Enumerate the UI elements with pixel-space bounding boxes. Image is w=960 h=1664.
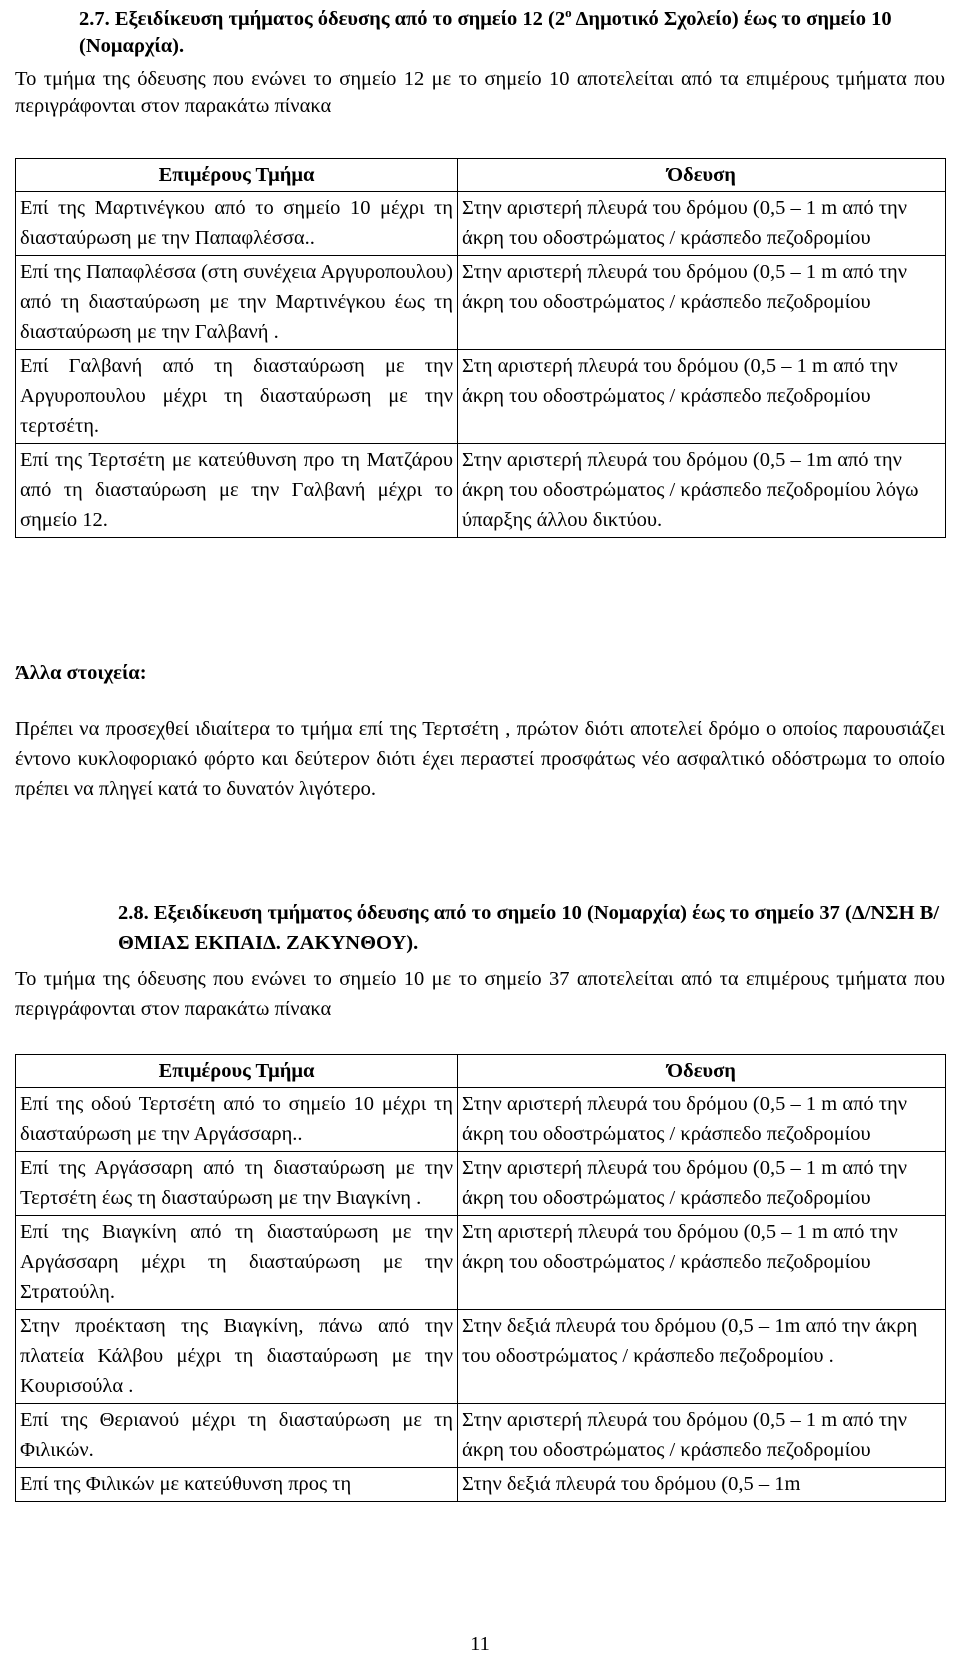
heading-superscript: ο [565,5,572,21]
route-cell: Στη αριστερή πλευρά του δρόμου (0,5 – 1 m από την άκρη του οδοστρώματος / κράσπεδο πεζοδρομίου [458,1216,946,1310]
route-cell: Στην αριστερή πλευρά του δρόμου (0,5 – 1 m από την άκρη του οδοστρώματος / κράσπεδο πεζοδρομίου [458,1152,946,1216]
table-row [16,350,946,444]
page-number: 11 [470,1633,490,1655]
section-intro-2-8: Το τμήμα της όδευσης που ενώνει το σημείο 10 με το σημείο 37 αποτελείται από τα επιμέρους τμήματα που περιγράφονται στον παρακάτω πίνακα [15,968,945,1020]
table-row [16,1404,946,1468]
section-heading-2-8: 2.8. Εξειδίκευση τμήματος όδευσης από το σημείο 10 (Νομαρχία) έως το σημείο 37 (Δ/ΝΣΗ Β/ΘΜΙΑΣ ΕΚΠΑΙΔ. ΖΑΚΥΝΘΟΥ). [118,902,940,954]
col-header-route: Όδευση [458,159,946,192]
segment-cell: Επί της Αργάσσαρη από τη διασταύρωση με την Τερτσέτη έως τη διασταύρωση με την Βιαγκίνη . [16,1152,458,1216]
table-row [16,1216,946,1310]
other-info-title: Άλλα στοιχεία: [15,662,147,684]
segment-cell: Επί της Θεριανού μέχρι τη διασταύρωση με τη Φιλικών. [16,1404,458,1468]
segment-cell: Επί Γαλβανή από τη διασταύρωση με την Αργυροπουλου μέχρι τη διασταύρωση με την τερτσέτη. [16,350,458,444]
heading-text-b: Δημοτικό Σχολείο) έως το σημείο 10 (Νομαρχία). [79,8,892,57]
col-header-segment: Επιμέρους Τμήμα [16,159,458,192]
segment-cell: Επί της Τερτσέτη με κατεύθυνση προ τη Ματζάρου από τη διασταύρωση με την Γαλβανή μέχρι το σημείο 12. [16,444,458,538]
table-row [16,444,946,538]
section-intro-2-7: Το τμήμα της όδευσης που ενώνει το σημείο 12 με το σημείο 10 αποτελείται από τα επιμέρους τμήματα που περιγράφονται στον παρακάτω πίνακα [15,68,945,117]
table-header-row [16,1055,946,1088]
route-cell: Στην αριστερή πλευρά του δρόμου (0,5 – 1m από την άκρη του οδοστρώματος / κράσπεδο πεζοδρομίου λόγω ύπαρξης άλλου δικτύου. [458,444,946,538]
segment-cell: Στην προέκταση της Βιαγκίνη, πάνω από την πλατεία Κάλβου μέχρι τη διασταύρωση με την Κουρισούλα . [16,1310,458,1404]
route-cell: Στην δεξιά πλευρά του δρόμου (0,5 – 1m από την άκρη του οδοστρώματος / κράσπεδο πεζοδρομίου . [458,1310,946,1404]
table-row [16,1088,946,1152]
table-row [16,1310,946,1404]
table-header-row [16,159,946,192]
col-header-route: Όδευση [458,1055,946,1088]
segment-cell: Επί της Παπαφλέσσα (στη συνέχεια Αργυροπουλου) από τη διασταύρωση με την Μαρτινέγκου έως τη διασταύρωση με την Γαλβανή . [16,256,458,350]
col-header-segment: Επιμέρους Τμήμα [16,1055,458,1088]
heading-text-a: 2.7. Εξειδίκευση τμήματος όδευσης από το σημείο 12 (2 [79,8,566,30]
section-heading-2-7 [79,6,945,60]
segment-cell: Επί της οδού Τερτσέτη από το σημείο 10 μέχρι τη διασταύρωση με την Αργάσσαρη.. [16,1088,458,1152]
table-row [16,1468,946,1502]
route-cell: Στην αριστερή πλευρά του δρόμου (0,5 – 1 m από την άκρη του οδοστρώματος / κράσπεδο πεζοδρομίου [458,192,946,256]
table-row [16,1152,946,1216]
route-table-2-7 [15,158,946,538]
segment-cell: Επί της Μαρτινέγκου από το σημείο 10 μέχρι τη διασταύρωση με την Παπαφλέσσα.. [16,192,458,256]
route-cell: Στην αριστερή πλευρά του δρόμου (0,5 – 1 m από την άκρη του οδοστρώματος / κράσπεδο πεζοδρομίου [458,256,946,350]
table-row [16,192,946,256]
segment-cell: Επί της Φιλικών με κατεύθυνση προς τη [16,1468,458,1502]
route-cell: Στη αριστερή πλευρά του δρόμου (0,5 – 1 m από την άκρη του οδοστρώματος / κράσπεδο πεζοδρομίου [458,350,946,444]
other-info-text: Πρέπει να προσεχθεί ιδιαίτερα το τμήμα επί της Τερτσέτη , πρώτον διότι αποτελεί δρόμο ο οποίος παρουσιάζει έντονο κυκλοφοριακό φόρτο και δεύτερον διότι έχει περαστεί προσφάτως νέο ασφαλτικό οδόστρωμα το οποίο πρέπει να πληγεί κατά το δυνατόν λιγότερο. [15,718,945,800]
route-cell: Στην δεξιά πλευρά του δρόμου (0,5 – 1m [458,1468,946,1502]
table-row [16,256,946,350]
route-cell: Στην αριστερή πλευρά του δρόμου (0,5 – 1 m από την άκρη του οδοστρώματος / κράσπεδο πεζοδρομίου [458,1404,946,1468]
route-table-2-8 [15,1054,946,1502]
route-cell: Στην αριστερή πλευρά του δρόμου (0,5 – 1 m από την άκρη του οδοστρώματος / κράσπεδο πεζοδρομίου [458,1088,946,1152]
segment-cell: Επί της Βιαγκίνη από τη διασταύρωση με την Αργάσσαρη μέχρι τη διασταύρωση με την Στρατούλη. [16,1216,458,1310]
